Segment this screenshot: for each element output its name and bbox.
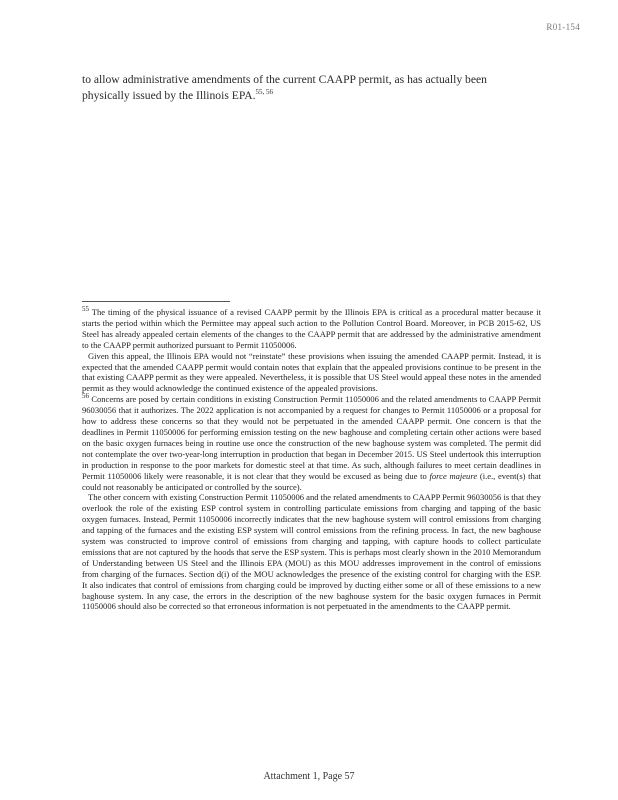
- footnote-separator: [82, 301, 230, 302]
- body-paragraph-text: to allow administrative amendments of the current CAAPP permit, as has actually been physically issued by the Illinois EPA.: [82, 73, 487, 102]
- footnote-56-text-part1: Concerns are posed by certain conditions in existing Construction Permit 11050006 and the related amendments to CAAPP Permit 96030056 that it authorizes. The 2022 application is not accompanied by a request for changes to Permit 11050006 or a proposal for how to address these concerns so that they would not be perpetuated in the amended CAAPP permit. One concern is that the deadlines in Permit 11050006 for performing emission testing on the new baghouse and completing certain other actions were based on the basic oxygen furnaces being in routine use once the construction of the new baghouse system was completed. The permit did not contemplate the over two-year-long interruption in production that began in December 2015. US Steel undertook this interruption in production in response to the poor markets for domestic steel at that time. As such, although failures to meet certain deadlines in Permit 11050006 likely were reasonable, it is not clear that they would be excused as being due to: [82, 394, 541, 481]
- footnote-56-italic-phrase: force majeure: [429, 470, 478, 481]
- footnote-55-continuation: Given this appeal, the Illinois EPA would not “reinstate” these provisions when issuing the amended CAAPP permit. Instead, it is expected that the amended CAAPP permit would contain notes that explain that the appealed provisions continue to be present in the that existing CAAPP permit as they were appealed. Nevertheless, it is possible that US Steel would appeal these notes in the amended permit as they would acknowledge the continued existence of the appealed provisions.: [82, 350, 541, 394]
- footnote-56: [82, 394, 541, 492]
- footnote-56-number: 56: [82, 392, 89, 401]
- footnote-55: [82, 307, 541, 351]
- document-id: R01-154: [546, 22, 580, 32]
- footnote-55-text: The timing of the physical issuance of a revised CAAPP permit by the Illinois EPA is critical as a procedural matter because it starts the period within which the Permittee may appeal such action to the Pollution Control Board. Moreover, in PCB 2015-62, US Steel has already appealed certain elements of the changes to the CAAPP permit that are addressed by the administrative amendment to the CAAPP permit authorized pursuant to Permit 11050006.: [82, 307, 541, 350]
- footnote-56-text-part2: (i.e., event(s) that could not reasonably be anticipated or controlled by the source).: [82, 470, 542, 492]
- footnote-55-number: 55: [82, 305, 89, 314]
- page-footer: Attachment 1, Page 57: [263, 771, 355, 782]
- body-paragraph: [82, 72, 537, 104]
- footnote-references[interactable]: 55, 56: [255, 88, 273, 97]
- footnotes: [82, 307, 541, 612]
- footnote-56-continuation: The other concern with existing Construction Permit 11050006 and the related amendments to CAAPP Permit 96030056 is that they overlook the role of the existing ESP control system in controlling particulate emissions from charging and tapping of the basic oxygen furnaces. Instead, Permit 11050006 incorrectly indicates that the new baghouse system will control emissions from charging and tapping of the furnaces and the existing ESP system will control emissions from the refining process. In fact, the new baghouse system was constructed to improve control of emissions from charging and tapping, with capture hoods to collect particulate emissions that are not captured by the hoods that serve the ESP system. This is perhaps most clearly shown in the 2010 Memorandum of Understanding between US Steel and the Illinois EPA (MOU) as this MOU addresses improvement in the control of emissions from charging of the furnaces. Section d(i) of the MOU acknowledges the presence of the existing control for charging with the ESP. It also indicates that control of emissions from charging could be improved by ducting either some or all of these emissions to a new baghouse system. In any case, the errors in the description of the new baghouse system for the basic oxygen furnaces in Permit 11050006 should also be corrected so that erroneous information is not perpetuated in the amendments to the CAAPP permit.: [82, 492, 541, 612]
